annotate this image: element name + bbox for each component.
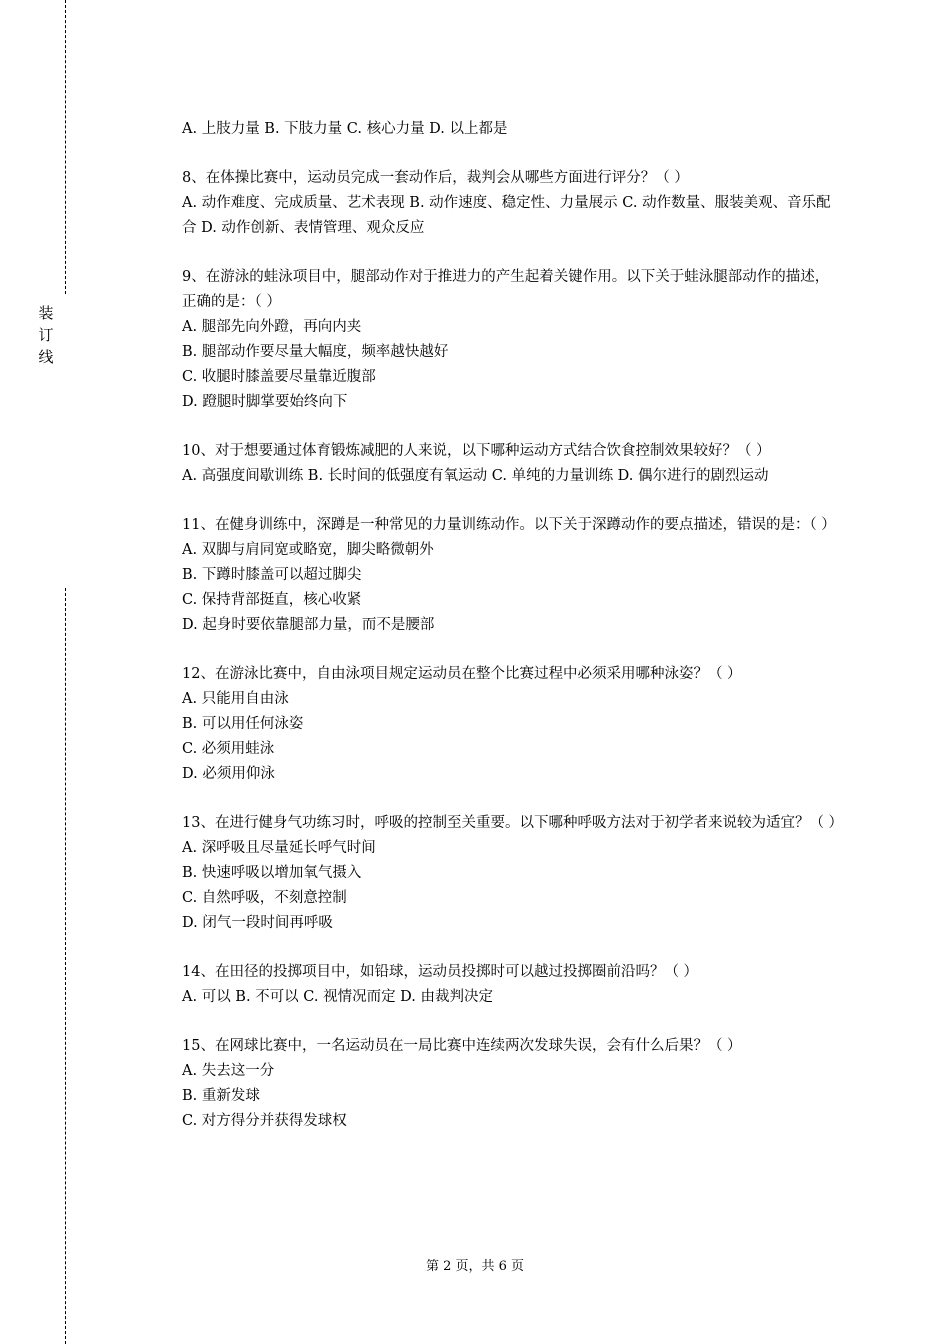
question-stem: 8、在体操比赛中，运动员完成一套动作后，裁判会从哪些方面进行评分？（ ） [182,170,689,186]
question-stem: 9、在游泳的蛙泳项目中，腿部动作对于推进力的产生起着关键作用。以下关于蛙泳腿部动作的描述，正确的是：（ ） [182,269,830,310]
question-options: A. 可以 B. 不可以 C. 视情况而定 D. 由裁判决定 [182,989,494,1005]
option-a: A. 深呼吸且尽量延长呼气时间 [182,840,376,856]
question-stem: 13、在进行健身气功练习时，呼吸的控制至关重要。以下哪种呼吸方法对于初学者来说较为适宜？（ ） [182,815,844,831]
option-d: D. 起身时要依靠腿部力量，而不是腰部 [182,617,435,633]
question-options: A. 高强度间歇训练 B. 长时间的低强度有氧运动 C. 单纯的力量训练 D. 偶尔进行的剧烈运动 [182,468,769,484]
question-15 [182,1034,838,1134]
option-a: A. 只能用自由泳 [182,691,289,707]
question-stem: 12、在游泳比赛中，自由泳项目规定运动员在整个比赛过程中必须采用哪种泳姿？（ ） [182,666,742,682]
binding-char: 装 [38,304,54,322]
option-c: C. 必须用蛙泳 [182,741,275,757]
question-7-tail [182,117,838,142]
binding-label [37,302,55,368]
question-10 [182,439,838,489]
question-stem: 14、在田径的投掷项目中，如铅球，运动员投掷时可以越过投掷圈前沿吗？（ ） [182,964,699,980]
option-c: C. 收腿时膝盖要尽量靠近腹部 [182,369,376,385]
option-b: B. 可以用任何泳姿 [182,716,304,732]
option-a: A. 腿部先向外蹬，再向内夹 [182,319,362,335]
binding-line-top [65,0,66,294]
option-b: B. 腿部动作要尽量大幅度，频率越快越好 [182,344,449,360]
binding-char: 订 [38,326,54,344]
option-d: D. 蹬腿时脚掌要始终向下 [182,394,348,410]
question-stem: 10、对于想要通过体育锻炼减肥的人来说，以下哪种运动方式结合饮食控制效果较好？（ ） [182,443,771,459]
option-c: C. 对方得分并获得发球权 [182,1113,347,1129]
question-11 [182,513,838,638]
question-stem: 15、在网球比赛中，一名运动员在一局比赛中连续两次发球失误，会有什么后果？（ ） [182,1038,742,1054]
question-9 [182,265,838,415]
option-d: D. 必须用仰泳 [182,766,275,782]
option-a: A. 失去这一分 [182,1063,275,1079]
option-d: D. 闭气一段时间再呼吸 [182,915,333,931]
binding-line-bottom [65,588,66,1344]
question-options: A. 上肢力量 B. 下肢力量 C. 核心力量 D. 以上都是 [182,121,508,137]
question-stem: 11、在健身训练中，深蹲是一种常见的力量训练动作。以下关于深蹲动作的要点描述，错误的是：（ ） [182,517,836,533]
option-c: C. 自然呼吸，不刻意控制 [182,890,347,906]
binding-char: 线 [38,348,54,366]
option-c: C. 保持背部挺直，核心收紧 [182,592,362,608]
question-12 [182,662,838,787]
question-8 [182,166,838,241]
option-b: B. 快速呼吸以增加氧气摄入 [182,865,362,881]
question-options: A. 动作难度、完成质量、艺术表现 B. 动作速度、稳定性、力量展示 C. 动作数量、服装美观、音乐配合 D. 动作创新、表情管理、观众反应 [182,195,831,236]
option-b: B. 重新发球 [182,1088,260,1104]
option-b: B. 下蹲时膝盖可以超过脚尖 [182,567,362,583]
option-a: A. 双脚与肩同宽或略宽，脚尖略微朝外 [182,542,434,558]
page-footer: 第 2 页，共 6 页 [425,1259,525,1274]
question-list [182,117,844,1158]
question-14 [182,960,838,1010]
question-13 [182,811,844,936]
